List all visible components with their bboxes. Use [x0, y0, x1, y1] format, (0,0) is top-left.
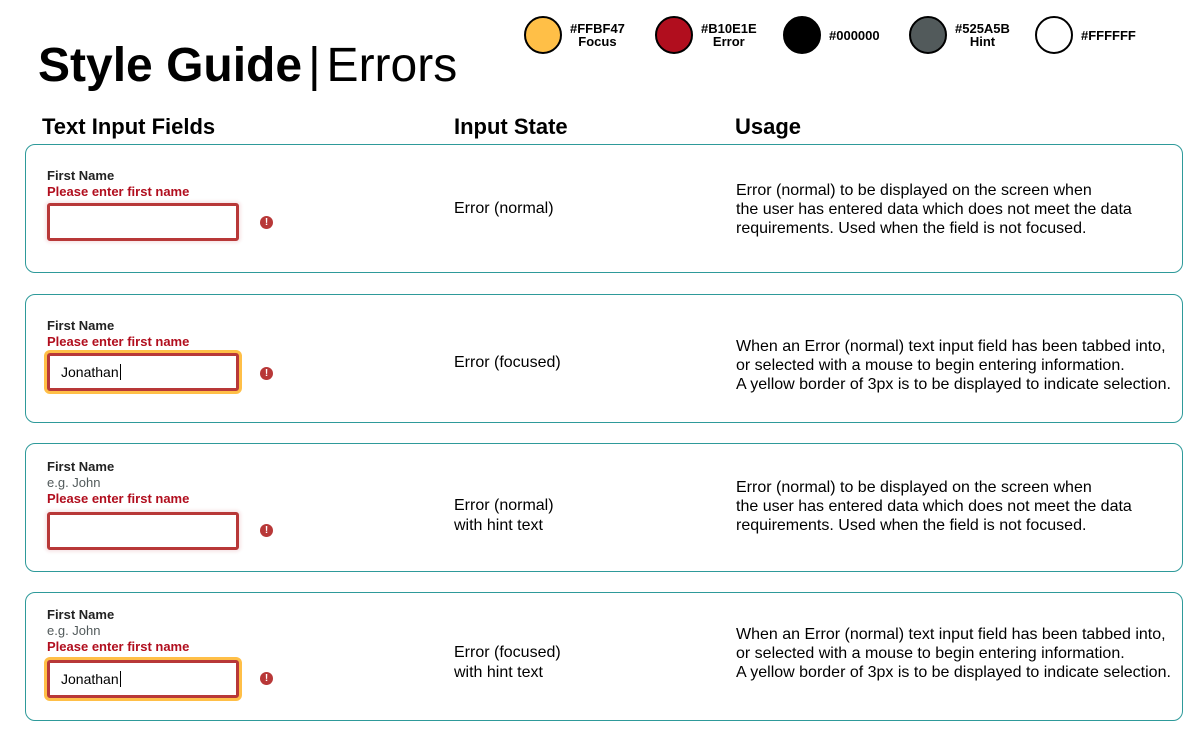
swatch-hex: #B10E1E [701, 21, 757, 36]
example-card-error-focused-hint [25, 592, 1183, 721]
page-title-separator: | [308, 39, 321, 92]
state-line: with hint text [454, 664, 543, 681]
field-label: First Name [47, 459, 115, 474]
text-caret [120, 364, 121, 380]
column-header-state: Input State [454, 114, 568, 139]
error-exclamation-icon: ! [260, 524, 273, 537]
error-exclamation-icon: ! [260, 367, 273, 380]
usage-line: When an Error (normal) text input field has been tabbed into, [736, 338, 1166, 355]
usage-line: requirements. Used when the field is not focused. [736, 220, 1087, 237]
usage-line: or selected with a mouse to begin entering information. [736, 357, 1125, 374]
example-card-error-normal [25, 144, 1183, 273]
input-value: Jonathan [61, 364, 119, 380]
usage-line: A yellow border of 3px is to be displayed to indicate selection. [736, 376, 1171, 393]
swatch-hex: #000000 [829, 27, 880, 43]
state-line: Error (focused) [454, 354, 561, 371]
usage-description [736, 625, 1171, 682]
text-field-group [47, 607, 239, 698]
swatch-white [1035, 16, 1136, 54]
swatch-black [783, 16, 880, 54]
swatch-hex: #525A5B [955, 21, 1010, 36]
input-value: Jonathan [61, 671, 119, 687]
swatch-circle [909, 16, 947, 54]
state-line: Error (normal) [454, 497, 554, 514]
text-field-group [47, 318, 239, 391]
text-caret [120, 671, 121, 687]
hint-text: e.g. John [47, 475, 101, 490]
column-header-fields: Text Input Fields [42, 114, 216, 139]
example-card-error-focused [25, 294, 1183, 423]
usage-description [736, 478, 1132, 535]
error-exclamation-icon: ! [260, 672, 273, 685]
page-title [38, 36, 457, 96]
usage-line: requirements. Used when the field is not focused. [736, 517, 1087, 534]
swatch-hex: #FFBF47 [570, 21, 625, 36]
error-message: Please enter first name [47, 334, 190, 349]
field-label: First Name [47, 168, 115, 183]
state-line: with hint text [454, 517, 543, 534]
usage-line: Error (normal) to be displayed on the screen when [736, 479, 1092, 496]
swatch-circle [655, 16, 693, 54]
usage-line: the user has entered data which does not meet the data [736, 498, 1132, 515]
text-field-group [47, 168, 239, 241]
page-title-main: Style Guide [38, 39, 303, 92]
swatch-name: Error [712, 34, 745, 49]
field-label: First Name [47, 607, 115, 622]
usage-line: When an Error (normal) text input field has been tabbed into, [736, 626, 1166, 643]
error-message: Please enter first name [47, 184, 190, 199]
input-state-label [454, 496, 554, 536]
swatch-circle [783, 16, 821, 54]
usage-line: the user has entered data which does not meet the data [736, 201, 1132, 218]
swatch-error [655, 16, 757, 54]
usage-description [736, 337, 1171, 394]
state-line: Error (normal) [454, 200, 554, 217]
swatch-name: Hint [969, 34, 996, 49]
usage-line: A yellow border of 3px is to be displayed to indicate selection. [736, 664, 1171, 681]
column-header-usage: Usage [735, 114, 802, 139]
hint-text: e.g. John [47, 623, 101, 638]
first-name-input[interactable] [47, 353, 239, 391]
usage-line: or selected with a mouse to begin entering information. [736, 645, 1125, 662]
swatch-name: Focus [578, 34, 617, 49]
first-name-input[interactable] [47, 203, 239, 241]
swatch-hint [909, 16, 1010, 54]
input-state-label [454, 643, 561, 683]
text-field-group [47, 459, 239, 550]
error-message: Please enter first name [47, 639, 190, 654]
usage-line: Error (normal) to be displayed on the screen when [736, 182, 1092, 199]
page-title-section: Errors [326, 39, 458, 92]
input-state-label [454, 199, 554, 219]
swatch-circle [1035, 16, 1073, 54]
first-name-input[interactable] [47, 660, 239, 698]
field-label: First Name [47, 318, 115, 333]
input-state-label [454, 353, 561, 373]
usage-description [736, 181, 1132, 238]
first-name-input[interactable] [47, 512, 239, 550]
swatch-circle [524, 16, 562, 54]
error-message: Please enter first name [47, 491, 190, 506]
state-line: Error (focused) [454, 644, 561, 661]
error-exclamation-icon: ! [260, 216, 273, 229]
swatch-hex: #FFFFFF [1081, 27, 1136, 43]
example-card-error-normal-hint [25, 443, 1183, 572]
swatch-focus [524, 16, 625, 54]
